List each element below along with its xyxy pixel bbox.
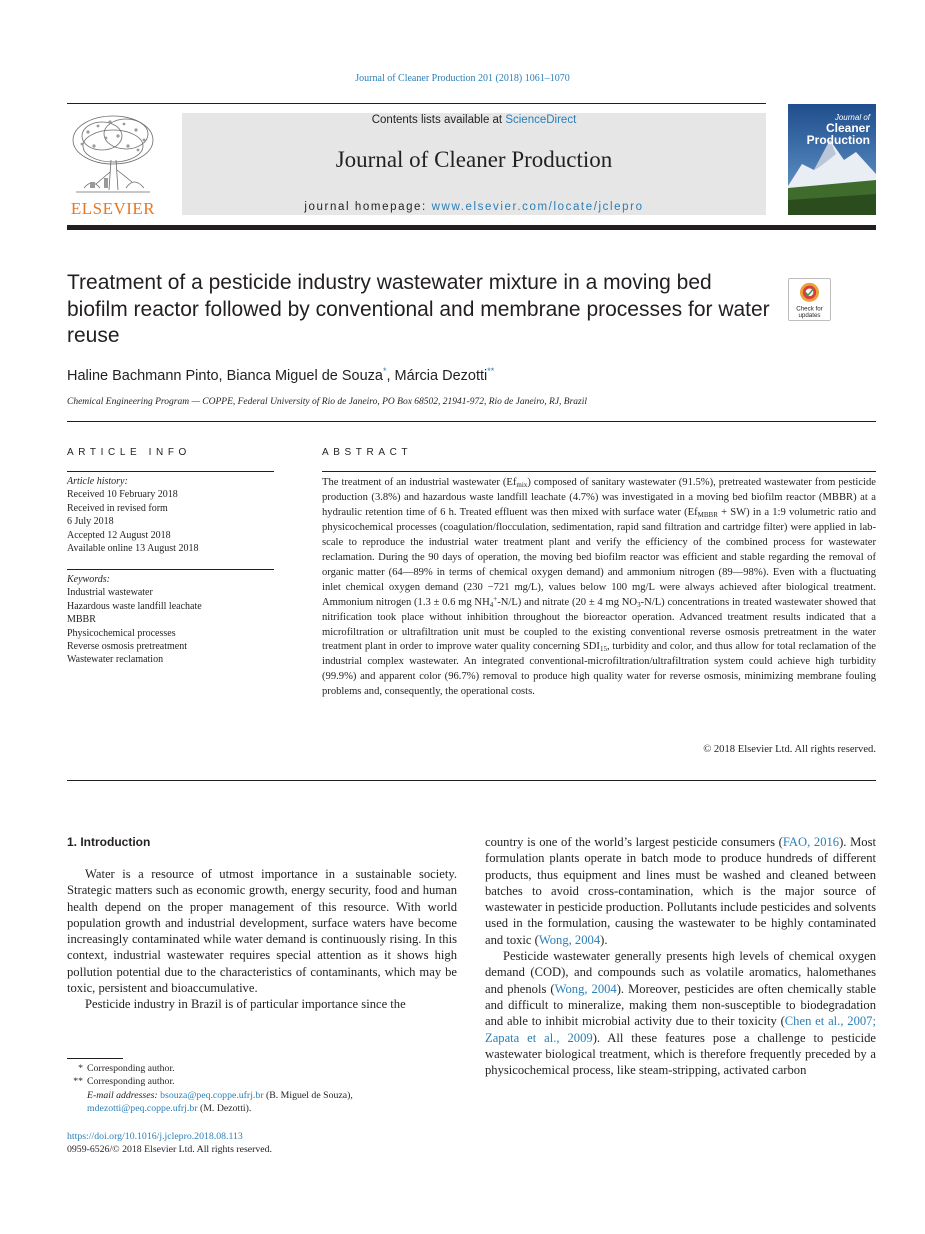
keyword-item: Wastewater reclamation	[67, 654, 164, 666]
keywords-list	[67, 573, 274, 667]
contents-available-line	[182, 114, 766, 126]
reference-link[interactable]: Wong, 2004	[538, 932, 601, 947]
email-link[interactable]: bsouza@peq.coppe.ufrj.br	[160, 1089, 264, 1101]
publisher-wordmark: ELSEVIER	[70, 199, 156, 218]
history-item: Available online 13 August 2018	[67, 543, 199, 555]
section-rule	[67, 421, 876, 422]
author-affiliation: Chemical Engineering Program — COPPE, Federal University of Rio de Janeiro, PO Box 68502, 21941-972, Rio de Janeiro, RJ, Brazil	[67, 397, 588, 407]
doi-link[interactable]: https://doi.org/10.1016/j.jclepro.2018.08.113	[67, 1131, 243, 1142]
keywords-rule	[67, 569, 274, 570]
cover-title-line1: Journal of	[834, 113, 870, 122]
keyword-item: Reverse osmosis pretreatment	[67, 641, 187, 653]
keyword-item: Industrial wastewater	[67, 587, 153, 599]
abstract-rule	[322, 471, 876, 472]
history-item: Received 10 February 2018	[67, 489, 178, 501]
history-label: Article history:	[67, 476, 128, 487]
check-updates-line1: Check for	[796, 305, 823, 313]
reference-link[interactable]: Chen et al., 2007; Zapata et al., 2009	[485, 1014, 876, 1045]
sciencedirect-link[interactable]: ScienceDirect	[505, 114, 577, 126]
intro-paragraph-2: Pesticide industry in Brazil is of particular importance since the	[85, 997, 406, 1012]
article-info-rule	[67, 471, 274, 472]
homepage-prefix: journal homepage:	[304, 201, 432, 213]
keywords-label: Keywords:	[67, 574, 110, 585]
author-name-last: , Márcia Dezotti	[386, 367, 488, 384]
footnote-rule	[67, 1058, 123, 1059]
abstract-copyright: © 2018 Elsevier Ltd. All rights reserved.	[703, 744, 876, 755]
body-column-left	[67, 866, 457, 1013]
cover-title-line3: Production	[806, 133, 870, 147]
history-item: 6 July 2018	[67, 516, 114, 528]
journal-cover-image[interactable]	[788, 104, 876, 215]
cover-title-line2: Cleaner	[825, 121, 870, 135]
body-column-right	[485, 834, 876, 1078]
keyword-item: Physicochemical processes	[67, 627, 176, 639]
header-top-rule	[67, 103, 766, 104]
footnotes	[67, 1062, 457, 1116]
footnote-corresponding-2: ** Corresponding author.	[73, 1076, 175, 1088]
check-updates-line2: updates	[798, 312, 821, 320]
keyword-item: Hazardous waste landfill leachate	[67, 600, 202, 612]
issn-copyright: 0959-6526/© 2018 Elsevier Ltd. All rights reserved.	[67, 1144, 272, 1155]
intro-paragraph-1: Water is a resource of utmost importance in a sustainable society. Strategic matters such as economic growth, energy security, food and human health depend on the proper management of this resource. With world population growth and industrial development, surface waters have become increasingly contaminated while water demand is continuously rising. In this context, industrial wastewater requires special attention as it shows high pollution potential due to the characteristics of contaminants, which may be toxic, persistent and bioaccumulative.	[67, 867, 457, 996]
intro-paragraph-3: Pesticide wastewater generally presents high levels of chemical oxygen demand (COD), and compounds such as volatile aromatics, halomethanes and phenols (Wong, 2004). Moreover, pesticides are often chemically stable and difficult to mineralize, making them non-susceptible to biodegradation and able to inhibit microbial activity due to their toxicity (Chen et al., 2007; Zapata et al., 2009). All these features pose a challenge to pesticide wastewater biological treatment, which is therefore frequently preceded by a physicochemical process, like steam-stripping, activated carbon	[485, 949, 876, 1078]
introduction-heading: 1. Introduction	[67, 835, 151, 849]
footnote-corresponding-1: * Corresponding author.	[78, 1063, 175, 1074]
reference-link[interactable]: FAO, 2016	[782, 835, 840, 849]
abstract-heading: ABSTRACT	[322, 447, 413, 458]
author-list	[67, 366, 767, 384]
corresponding-mark-2[interactable]: **	[487, 366, 495, 376]
header-thick-rule	[67, 225, 876, 230]
abstract-body: The treatment of an industrial wastewater $(Ef_{mix})$ composed of sanitary wastewater (91.5%), pretreated wastewater from pesticide production (3.8%) and hazardous waste landfill leachate (4.7%) was investigated in a moving bed biofilm reactor (MBBR) at a hydraulic retention time of 6 h. Treated effluent was then mixed with surface water $(Ef_{MBBR} + SW)$ in a 1:9 volumetric ratio and physicochemical processes (coagulation/flocculation, sedimentation, rapid sand filtration and cartridge filter) were applied in lab-scale to reproduce the industrial water treatment plant and verify the efficiency of the combined process for wastewater reclamation. During the 90 days of operation, the moving bed biofilm reactor was efficient and stable regarding the removal of organic matter (64—89% in terms of chemical oxygen demand) and ammonium nitrogen (89—98%). Even with a fluctuating inlet chemical oxygen demand (230 −721 mg/L), values below 100 mg/L were always achieved after biological treatment. Ammonium nitrogen (1.3 ± 0.6 mg $NH_4^+-N/L$) and nitrate (20 ± 4 mg $NO_3-N/L$) concentrations in treated wastewater showed that nitrification took place without inhibition throughout the bioreactor operation. Advanced treatment results indicated that a microfiltration or ultrafiltration unit must be coupled to the existing conventional reverse osmosis pretreatment in the water treatment plant in order to improve water quality concerning $SDI_{15}$, turbidity and color, and thus allow for total reclamation of the industrial complex wastewater. An integrated conventional-microfiltration/ultrafiltration system could achieve high turbidity (99.9%) and apparent color (96.7%) removal to produce high quality water for reverse osmosis, minimizing membrane fouling problems and, consequently, the operational costs.	[322, 477, 877, 698]
footnote-emails: E-mail addresses: bsouza@peq.coppe.ufrj.br (B. Miguel de Souza), mdezotti@peq.coppe.ufrj.br (M. Dezotti).	[87, 1089, 353, 1115]
journal-citation-link[interactable]: Journal of Cleaner Production 201 (2018) 1061–1070	[355, 73, 570, 84]
reference-link[interactable]: Wong, 2004	[554, 981, 617, 996]
corresponding-mark-1[interactable]: *	[382, 366, 387, 376]
journal-homepage-line	[182, 201, 766, 213]
contents-prefix: Contents lists available at	[371, 114, 506, 126]
email-link[interactable]: mdezotti@peq.coppe.ufrj.br	[87, 1103, 198, 1115]
abstract-end-rule	[67, 780, 876, 781]
intro-paragraph-2-continued: country is one of the world’s largest pesticide consumers (FAO, 2016). Most formulation plants operate in batch mode to produce hundreds of different products, thus equipment and lines must be washed and cleaned between batches to avoid cross-contamination, which is the major source of wastewater in pesticide production. Pollutants include pesticides and solvents used in the formulation, causing the wastewater to be highly contaminated and toxic (Wong, 2004).	[485, 835, 876, 947]
history-item: Accepted 12 August 2018	[67, 529, 171, 541]
article-info-heading: ARTICLE INFO	[67, 447, 191, 458]
article-history	[67, 475, 274, 555]
article-title: Treatment of a pesticide industry wastewater mixture in a moving bed biofilm reactor followed by conventional and membrane processes for water reuse	[67, 271, 770, 347]
keyword-item: MBBR	[67, 614, 96, 626]
author-names: Haline Bachmann Pinto, Bianca Miguel de Souza	[67, 367, 383, 384]
journal-title: Journal of Cleaner Production	[335, 147, 613, 172]
check-for-updates-badge[interactable]	[788, 278, 831, 321]
history-item: Received in revised form	[67, 502, 168, 514]
journal-homepage-link[interactable]: www.elsevier.com/locate/jclepro	[431, 201, 644, 213]
